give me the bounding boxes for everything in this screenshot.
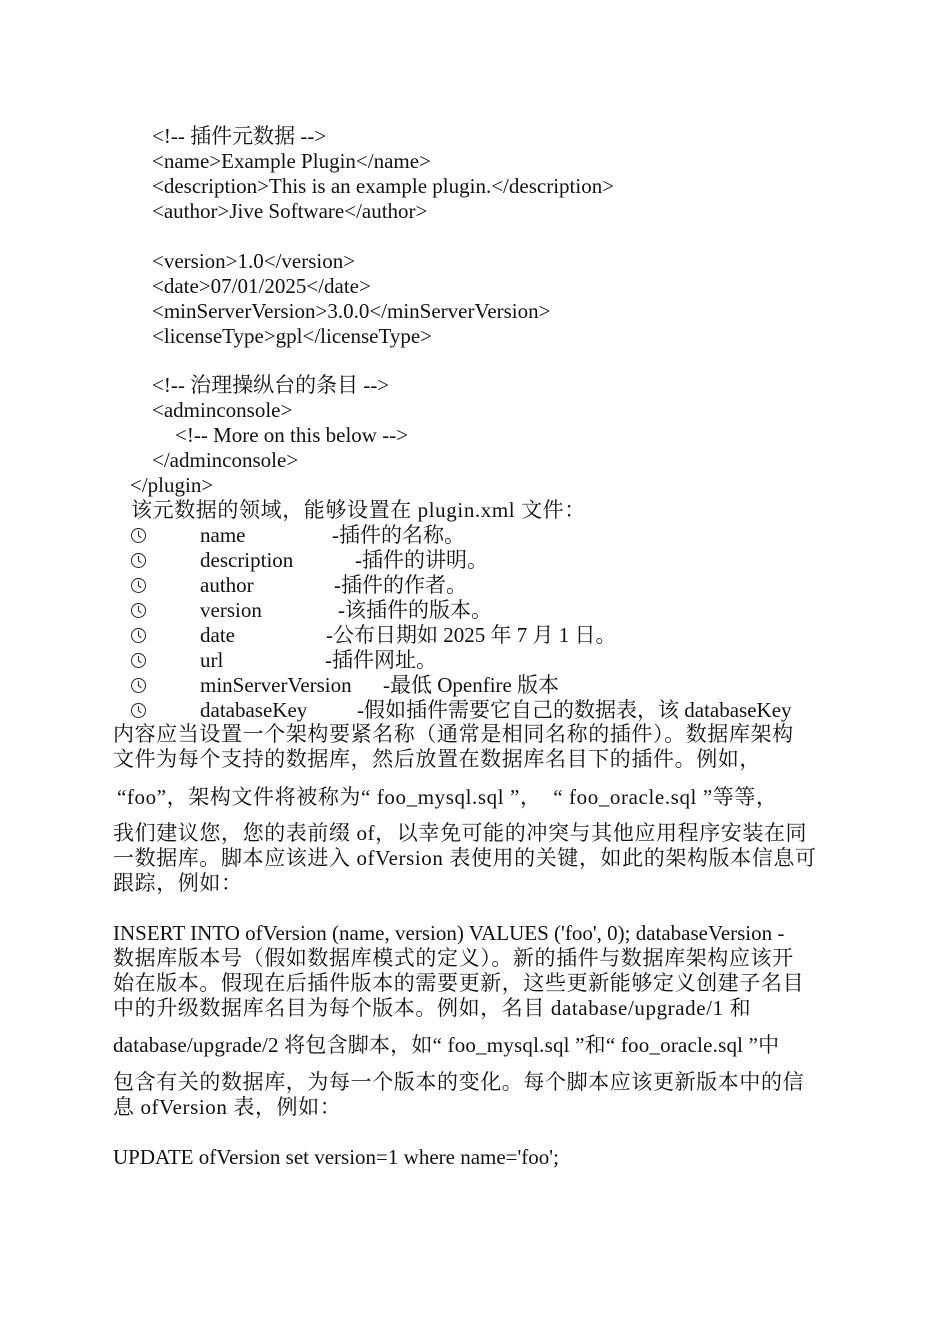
- sql-update-line: UPDATE ofVersion set version=1 where name='foo';: [113, 1145, 559, 1169]
- field-desc: -该插件的版本。: [338, 598, 492, 622]
- paragraph-line: 我们建议您，您的表前缀 of，以幸免可能的冲突与其他应用程序安装在同: [113, 821, 808, 845]
- paragraph-line: database/upgrade/2 将包含脚本，如“ foo_mysql.sql ”和“ foo_oracle.sql ”中: [113, 1033, 780, 1057]
- code-license-type: <licenseType>gpl</licenseType>: [152, 324, 433, 348]
- code-date: <date>07/01/2025</date>: [152, 274, 371, 298]
- field-term: databaseKey: [200, 698, 308, 722]
- field-desc: -假如插件需要它自己的数据表，该 databaseKey: [357, 698, 792, 722]
- code-admin-more: <!-- More on this below -->: [175, 423, 409, 447]
- fields-intro: 该元数据的领域，能够设置在 plugin.xml 文件：: [131, 498, 586, 522]
- field-term: author: [200, 573, 254, 597]
- code-adminconsole-open: <adminconsole>: [152, 398, 293, 422]
- code-plugin-close: </plugin>: [130, 473, 214, 497]
- paragraph-line: 始在版本。假现在后插件版本的需要更新，这些更新能够定义创建子名目: [113, 971, 805, 995]
- field-desc: -插件网址。: [325, 648, 437, 672]
- field-desc: -最低 Openfire 版本: [383, 673, 560, 697]
- code-comment-meta: <!-- 插件元数据 -->: [152, 124, 327, 148]
- code-min-server-version: <minServerVersion>3.0.0</minServerVersion>: [152, 299, 551, 323]
- code-comment-admin: <!-- 治理操纵台的条目 -->: [152, 373, 390, 397]
- paragraph-line: 内容应当设置一个架构要紧名称（通常是相同名称的插件）。数据库架构: [113, 722, 794, 746]
- paragraph-line: “foo”，架构文件将被称为“ foo_mysql.sql ”， “ foo_oracle.sql ”等等，: [117, 785, 778, 809]
- paragraph-line: 息 ofVersion 表，例如：: [113, 1095, 342, 1119]
- clock-bullet-icon: [131, 653, 146, 668]
- code-name: <name>Example Plugin</name>: [152, 149, 431, 173]
- field-term: minServerVersion: [200, 673, 352, 697]
- field-term: date: [200, 623, 235, 647]
- paragraph-line: 包含有关的数据库，为每一个版本的变化。每个脚本应该更新版本中的信: [113, 1070, 805, 1094]
- field-desc: -插件的作者。: [334, 573, 467, 597]
- paragraph-line: 中的升级数据库名目为每个版本。例如，名目 database/upgrade/1 和: [113, 996, 752, 1020]
- field-desc: -公布日期如 2025 年 7 月 1 日。: [326, 623, 617, 647]
- field-desc: -插件的讲明。: [355, 548, 488, 572]
- code-version: <version>1.0</version>: [152, 249, 356, 273]
- field-term: name: [200, 523, 246, 547]
- clock-bullet-icon: [131, 603, 146, 618]
- code-author: <author>Jive Software</author>: [152, 199, 428, 223]
- clock-bullet-icon: [131, 553, 146, 568]
- sql-insert-line: INSERT INTO ofVersion (name, version) VALUES ('foo', 0); databaseVersion -: [113, 921, 785, 945]
- field-desc: -插件的名称。: [332, 523, 465, 547]
- clock-bullet-icon: [131, 678, 146, 693]
- code-description: <description>This is an example plugin.</description>: [152, 174, 615, 198]
- clock-bullet-icon: [131, 578, 146, 593]
- clock-bullet-icon: [131, 528, 146, 543]
- paragraph-line: 文件为每个支持的数据库，然后放置在数据库名目下的插件。例如，: [113, 747, 761, 771]
- paragraph-line: 数据库版本号（假如数据库模式的定义）。新的插件与数据库架构应该开: [113, 946, 794, 970]
- paragraph-line: 跟踪，例如：: [113, 871, 243, 895]
- paragraph-line: 一数据库。脚本应该进入 ofVersion 表使用的关键，如此的架构版本信息可: [113, 846, 817, 870]
- code-adminconsole-close: </adminconsole>: [152, 448, 299, 472]
- field-term: version: [200, 598, 262, 622]
- clock-bullet-icon: [131, 703, 146, 718]
- clock-bullet-icon: [131, 628, 146, 643]
- field-term: url: [200, 648, 224, 672]
- field-term: description: [200, 548, 294, 572]
